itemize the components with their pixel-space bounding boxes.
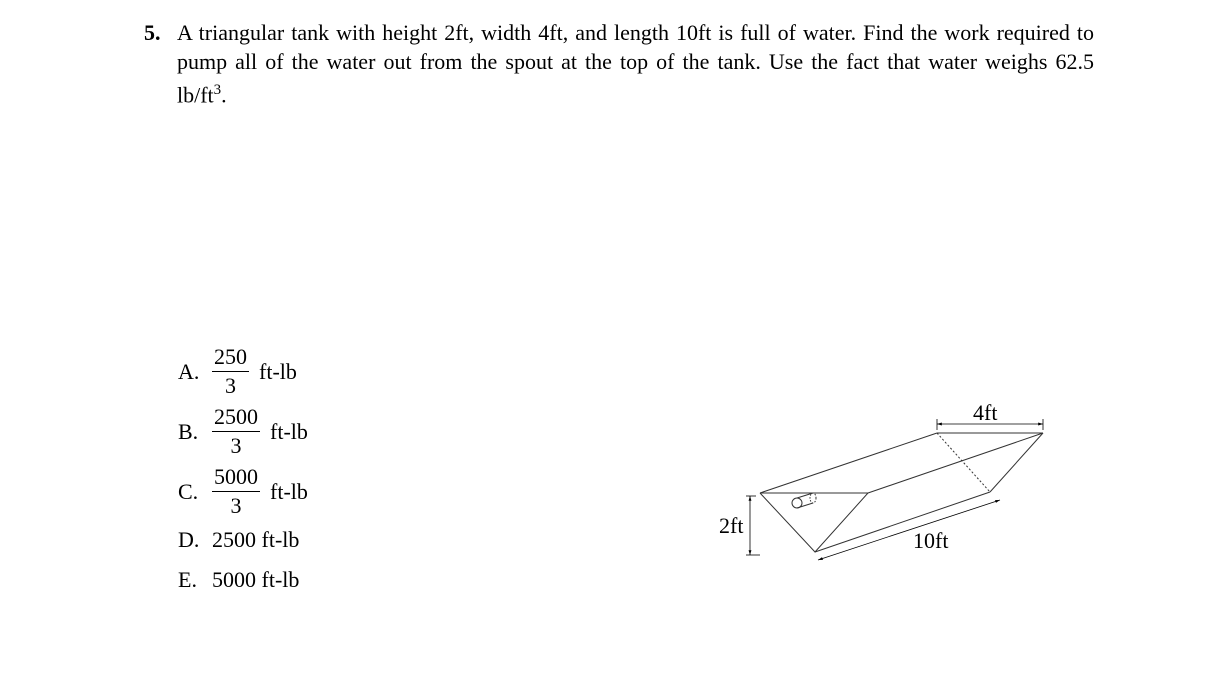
tank-front-face	[760, 493, 868, 552]
problem-text	[177, 18, 1094, 109]
choice-b[interactable]	[178, 405, 308, 458]
choice-d[interactable]	[178, 527, 299, 553]
choice-unit: ft-lb	[270, 478, 308, 504]
choice-letter: E.	[178, 567, 197, 592]
choice-unit: ft-lb	[259, 358, 297, 384]
fraction-numerator: 5000	[212, 465, 260, 492]
choice-letter: A.	[178, 358, 200, 384]
choice-unit: ft-lb	[270, 418, 308, 444]
length-label: 10ft	[913, 528, 949, 553]
choice-letter: B.	[178, 418, 199, 444]
choice-letter: C.	[178, 478, 199, 504]
choice-e[interactable]	[178, 567, 299, 593]
tank-diagram	[700, 390, 1060, 580]
problem-number: 5.	[144, 20, 161, 45]
fraction	[212, 345, 249, 398]
problem-text-superscript: 3	[213, 82, 222, 98]
choice-value: 2500 ft-lb	[212, 527, 300, 552]
length-dimension-line	[818, 500, 1000, 560]
problem-text-main: A triangular tank with height 2ft, width 4ft, and length 10ft is full of water. Find the work required to pump all of the water out from the spout at the top of the tank. Use the fact that water weighs 62.5 lb/ft	[177, 20, 1094, 108]
fraction-denominator: 3	[230, 433, 242, 458]
choice-value: 5000 ft-lb	[212, 567, 300, 592]
width-label: 4ft	[973, 400, 998, 425]
choice-c[interactable]	[178, 465, 308, 518]
tank-right-long-edge	[868, 433, 1043, 493]
fraction-denominator: 3	[230, 493, 242, 518]
choice-letter: D.	[178, 527, 200, 552]
tank-left-long-edge	[760, 433, 937, 493]
fraction	[212, 465, 260, 518]
choice-a[interactable]	[178, 345, 297, 398]
fraction-denominator: 3	[225, 373, 236, 398]
fraction-numerator: 2500	[212, 405, 260, 432]
tank-bottom-long-edge	[815, 492, 990, 552]
problem-statement	[144, 18, 1094, 109]
height-label: 2ft	[719, 513, 744, 538]
tank-hidden-edge	[937, 433, 990, 492]
fraction	[212, 405, 260, 458]
problem-text-end: .	[221, 82, 227, 108]
fraction-numerator: 250	[212, 345, 249, 372]
